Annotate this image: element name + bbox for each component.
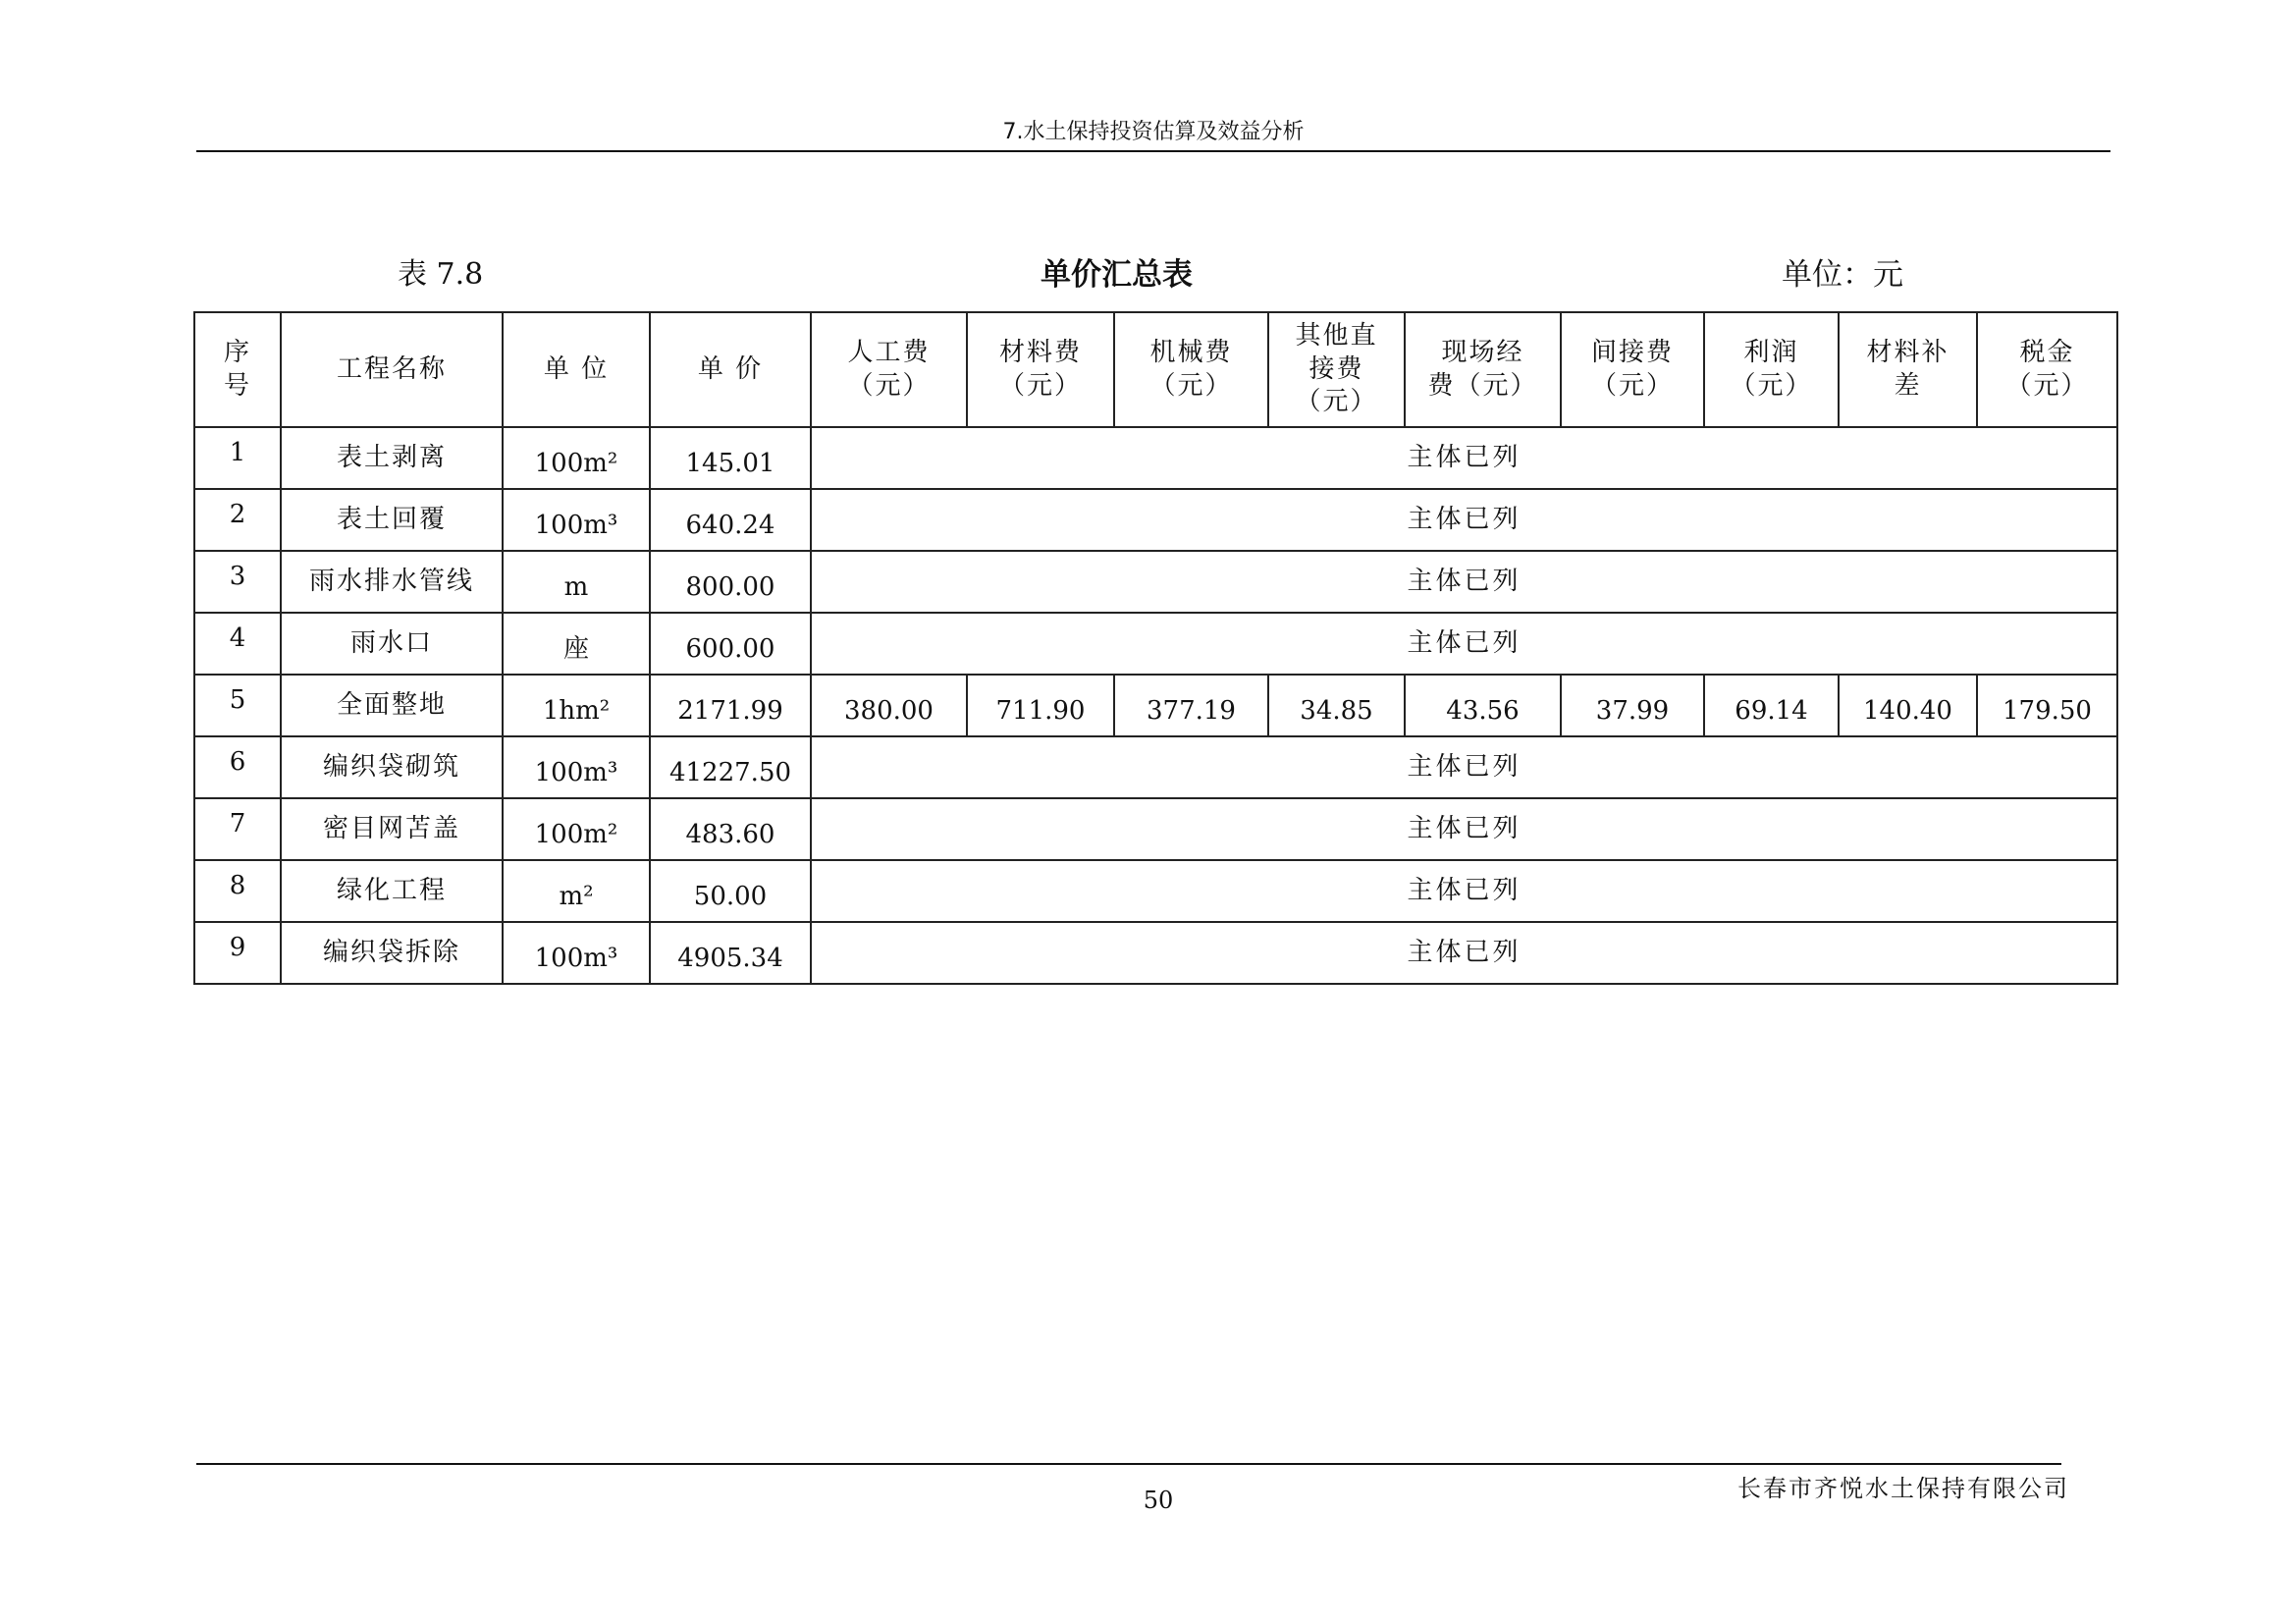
column-header xyxy=(1839,312,1977,427)
row-note: 主体已列 xyxy=(811,489,2117,551)
table-number: 表 7.8 xyxy=(398,257,484,292)
row-unit-price: 2171.99 xyxy=(650,675,811,736)
column-header-line: （元） xyxy=(1590,370,1674,401)
row-seq: 7 xyxy=(194,798,281,860)
table-row xyxy=(194,551,2117,613)
row-note: 主体已列 xyxy=(811,427,2117,489)
table-row xyxy=(194,860,2117,922)
column-header-line: （元） xyxy=(1149,370,1233,401)
row-project-name: 密目网苫盖 xyxy=(281,798,503,860)
row-note: 主体已列 xyxy=(811,922,2117,984)
column-header-line: 材料补 xyxy=(1866,337,1949,367)
row-project-name: 表土剥离 xyxy=(281,427,503,489)
column-header-line: 机械费 xyxy=(1149,337,1233,367)
column-header xyxy=(967,312,1114,427)
column-header-line: 差 xyxy=(1894,370,1922,401)
column-header xyxy=(1977,312,2117,427)
row-seq: 1 xyxy=(194,427,281,489)
column-header-line: （元） xyxy=(2005,370,2089,401)
row-project-name: 表土回覆 xyxy=(281,489,503,551)
column-header xyxy=(194,312,281,427)
row-project-name: 编织袋拆除 xyxy=(281,922,503,984)
row-project-name: 全面整地 xyxy=(281,675,503,736)
column-header xyxy=(1561,312,1704,427)
row-seq: 3 xyxy=(194,551,281,613)
column-header xyxy=(811,312,967,427)
row-note: 主体已列 xyxy=(811,736,2117,798)
row-seq: 8 xyxy=(194,860,281,922)
column-header-line: 间接费 xyxy=(1590,337,1674,367)
column-header-line: 号 xyxy=(223,370,251,401)
table-unit: 单位：元 xyxy=(1782,257,1903,293)
header-rule xyxy=(196,150,2110,152)
table-title: 单价汇总表 xyxy=(1041,257,1193,293)
row-unit-price: 4905.34 xyxy=(650,922,811,984)
column-header-line: 税金 xyxy=(2019,337,2075,367)
row-cost-material-diff: 140.40 xyxy=(1839,675,1977,736)
row-cost-indirect: 37.99 xyxy=(1561,675,1704,736)
column-header-line: （元） xyxy=(847,370,931,401)
row-unit: 100m³ xyxy=(503,489,650,551)
row-seq: 5 xyxy=(194,675,281,736)
column-header-line: （元） xyxy=(1295,387,1378,417)
row-seq: 2 xyxy=(194,489,281,551)
table-row xyxy=(194,798,2117,860)
row-cost-profit: 69.14 xyxy=(1704,675,1839,736)
row-seq: 6 xyxy=(194,736,281,798)
column-header xyxy=(281,312,503,427)
column-header xyxy=(1405,312,1561,427)
column-header-line: （元） xyxy=(1730,370,1813,401)
table-header-row xyxy=(194,312,2117,427)
row-cost-machine: 377.19 xyxy=(1114,675,1268,736)
row-unit-price: 483.60 xyxy=(650,798,811,860)
row-unit: 100m² xyxy=(503,798,650,860)
column-header-line: 工程名称 xyxy=(336,353,447,384)
row-cost-labor: 380.00 xyxy=(811,675,967,736)
row-unit-price: 600.00 xyxy=(650,613,811,675)
row-note: 主体已列 xyxy=(811,798,2117,860)
row-unit: m² xyxy=(503,860,650,922)
table-row xyxy=(194,675,2117,736)
row-unit: 1hm² xyxy=(503,675,650,736)
row-unit: 100m³ xyxy=(503,736,650,798)
column-header-line: 序 xyxy=(223,337,251,367)
row-unit: m xyxy=(503,551,650,613)
column-header-line: 现场经 xyxy=(1441,337,1524,367)
row-note: 主体已列 xyxy=(811,860,2117,922)
row-unit-price: 50.00 xyxy=(650,860,811,922)
row-unit-price: 41227.50 xyxy=(650,736,811,798)
row-project-name: 绿化工程 xyxy=(281,860,503,922)
column-header-line: 利润 xyxy=(1743,337,1799,367)
column-header xyxy=(1704,312,1839,427)
row-unit: 100m³ xyxy=(503,922,650,984)
table-row xyxy=(194,489,2117,551)
row-seq: 9 xyxy=(194,922,281,984)
page-number: 50 xyxy=(1143,1487,1174,1514)
column-header xyxy=(650,312,811,427)
row-project-name: 雨水排水管线 xyxy=(281,551,503,613)
table-row xyxy=(194,922,2117,984)
row-note: 主体已列 xyxy=(811,613,2117,675)
column-header-line: （元） xyxy=(998,370,1082,401)
table-row xyxy=(194,736,2117,798)
company-name: 长春市齐悦水土保持有限公司 xyxy=(1737,1475,2069,1502)
footer-rule xyxy=(196,1463,2061,1465)
column-header-line: 材料费 xyxy=(998,337,1082,367)
unit-price-summary-table xyxy=(193,311,2118,985)
row-project-name: 编织袋砌筑 xyxy=(281,736,503,798)
row-cost-site: 43.56 xyxy=(1405,675,1561,736)
column-header xyxy=(1114,312,1268,427)
row-cost-tax: 179.50 xyxy=(1977,675,2117,736)
table-row xyxy=(194,613,2117,675)
row-unit-price: 800.00 xyxy=(650,551,811,613)
column-header-line: 接费 xyxy=(1308,353,1364,384)
column-header-line: 人工费 xyxy=(847,337,931,367)
row-note: 主体已列 xyxy=(811,551,2117,613)
column-header-line: 单 价 xyxy=(697,353,764,384)
column-header-line: 其他直 xyxy=(1295,320,1378,351)
row-cost-other-direct: 34.85 xyxy=(1268,675,1405,736)
table-row xyxy=(194,427,2117,489)
row-unit-price: 640.24 xyxy=(650,489,811,551)
column-header-line: 费（元） xyxy=(1427,370,1538,401)
row-unit: 100m² xyxy=(503,427,650,489)
row-unit-price: 145.01 xyxy=(650,427,811,489)
row-cost-material: 711.90 xyxy=(967,675,1114,736)
column-header xyxy=(1268,312,1405,427)
column-header xyxy=(503,312,650,427)
column-header-line: 单 位 xyxy=(543,353,610,384)
row-unit: 座 xyxy=(503,613,650,675)
row-seq: 4 xyxy=(194,613,281,675)
row-project-name: 雨水口 xyxy=(281,613,503,675)
running-header: 7.水土保持投资估算及效益分析 xyxy=(1002,120,1305,144)
